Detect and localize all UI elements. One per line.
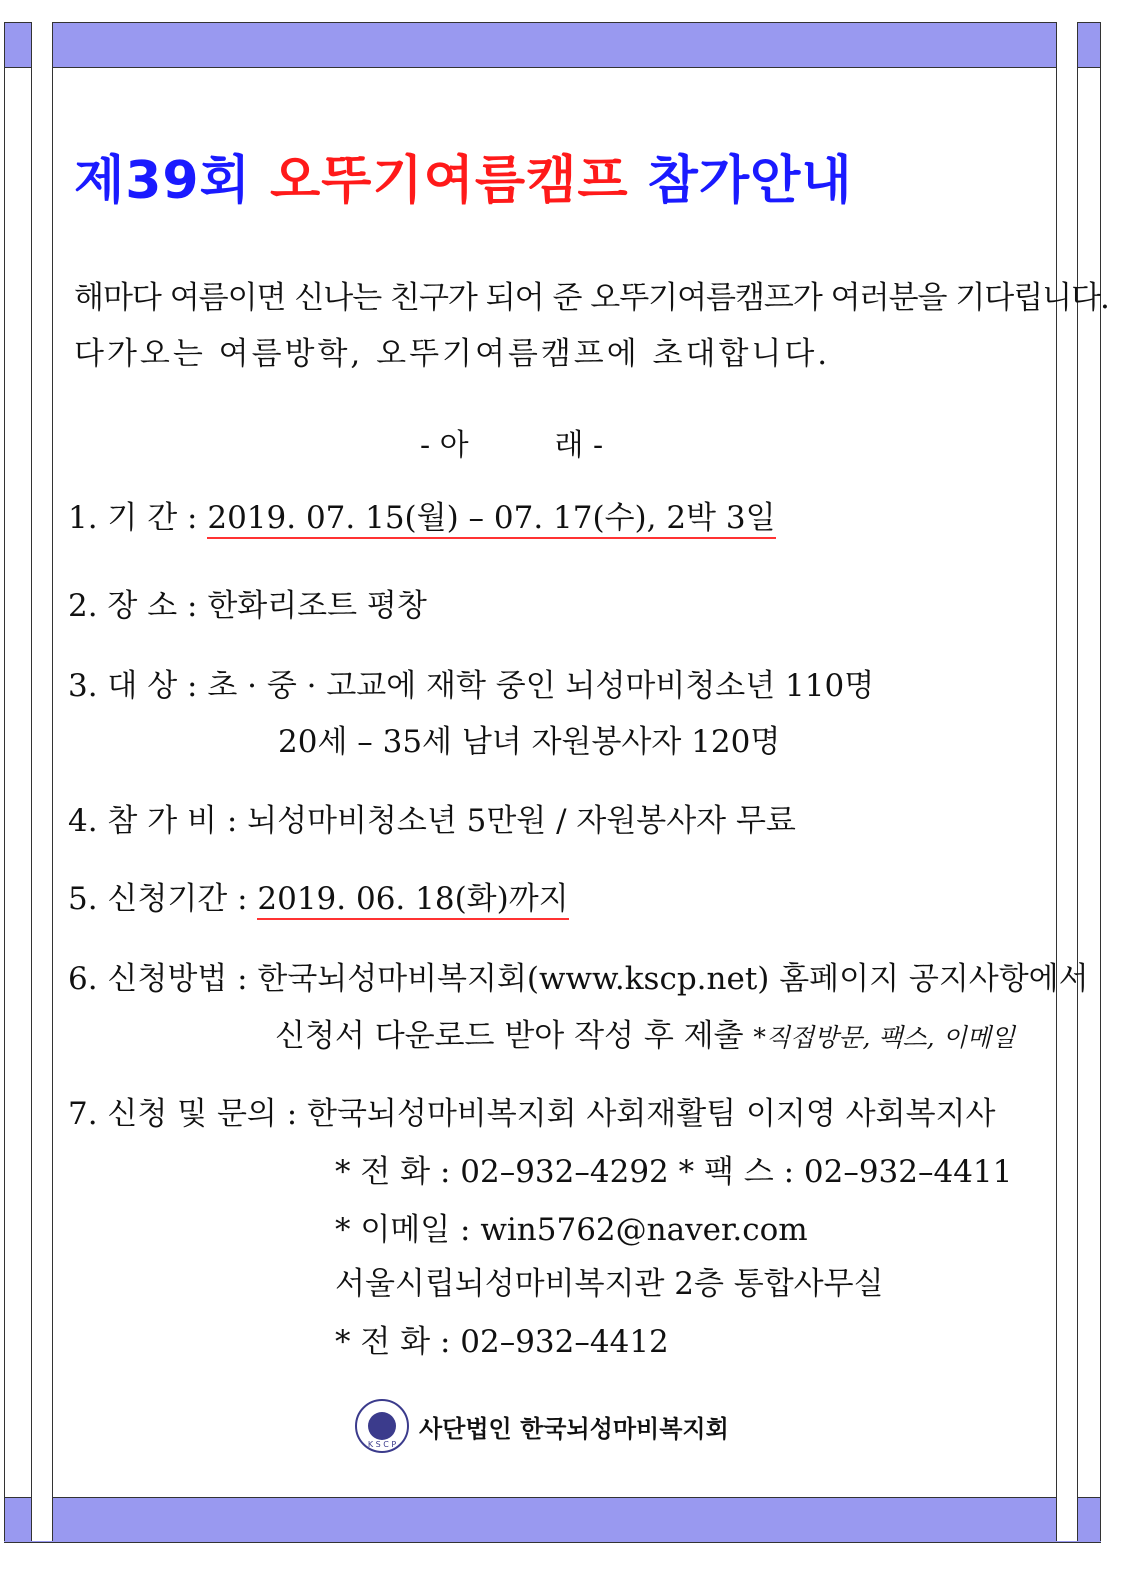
row-value: 한국뇌성마비복지회 사회재활팀 이지영 사회복지사 (307, 1096, 996, 1132)
intro-line-1: 해마다 여름이면 신나는 친구가 되어 준 오뚜기여름캠프가 여러분을 기다립니다. (74, 280, 1109, 316)
method-detail: 신청서 다운로드 받아 작성 후 제출 (275, 1018, 744, 1054)
bottom-border-band (4, 1497, 1101, 1543)
row-value-continued (275, 1010, 1015, 1055)
contact-phone-fax: * 전 화 : 02–932–4292 * 팩 스 : 02–932–4411 (335, 1154, 1013, 1190)
detail-row-place (68, 580, 427, 625)
contact-office: 서울시립뇌성마비복지관 2층 통합사무실 (335, 1266, 884, 1302)
row-label: 5. 신청기간 : (68, 881, 248, 917)
border-line (1100, 22, 1101, 1541)
row-label: 4. 참 가 비 : (68, 803, 238, 839)
organization-name: 사단법인 한국뇌성마비복지회 (419, 1414, 729, 1443)
detail-row-fee (68, 795, 796, 840)
detail-row-deadline (68, 873, 569, 918)
row-value: 한국뇌성마비복지회(www.kscp.net) 홈페이지 공지사항에서 (257, 961, 1089, 997)
row-label: 1. 기 간 : (68, 500, 198, 536)
row-label: 2. 장 소 : (68, 588, 198, 624)
contact-office-phone: * 전 화 : 02–932–4412 (335, 1324, 669, 1360)
row-value: 2019. 07. 15(월) – 07. 17(수), 2박 3일 (207, 500, 775, 539)
left-border-rail (31, 22, 53, 1541)
row-value: 2019. 06. 18(화)까지 (257, 881, 568, 920)
intro-line-2: 다가오는 여름방학, 오뚜기여름캠프에 초대합니다. (74, 336, 831, 372)
footer (355, 1397, 729, 1455)
title-edition: 제39회 (74, 151, 251, 211)
section-heading: - 아 래 - (420, 428, 604, 463)
row-value-continued: 20세 – 35세 남녀 자원봉사자 120명 (278, 724, 781, 760)
row-value: 뇌성마비청소년 5만원 / 자원봉사자 무료 (247, 803, 796, 839)
detail-row-inquiry (68, 1088, 995, 1133)
detail-row-method (68, 953, 1089, 998)
detail-row-period (68, 492, 776, 537)
title-notice: 참가안내 (647, 151, 853, 211)
row-value: 한화리조트 평창 (207, 588, 427, 624)
title-camp-name: 오뚜기여름캠프 (269, 151, 629, 211)
right-border-rail (1056, 22, 1078, 1541)
top-border-band (4, 22, 1101, 68)
detail-row-target (68, 660, 874, 705)
row-label: 6. 신청방법 : (68, 961, 248, 997)
row-label: 7. 신청 및 문의 : (68, 1096, 298, 1132)
organization-logo: K S C P (355, 1399, 409, 1453)
method-note: *직접방문, 팩스, 이메일 (753, 1023, 1016, 1052)
row-value: 초 · 중 · 고교에 재학 중인 뇌성마비청소년 110명 (207, 668, 875, 704)
border-line (4, 22, 5, 1541)
contact-email: * 이메일 : win5762@naver.com (335, 1212, 808, 1248)
row-label: 3. 대 상 : (68, 668, 198, 704)
page-title (74, 138, 1034, 213)
